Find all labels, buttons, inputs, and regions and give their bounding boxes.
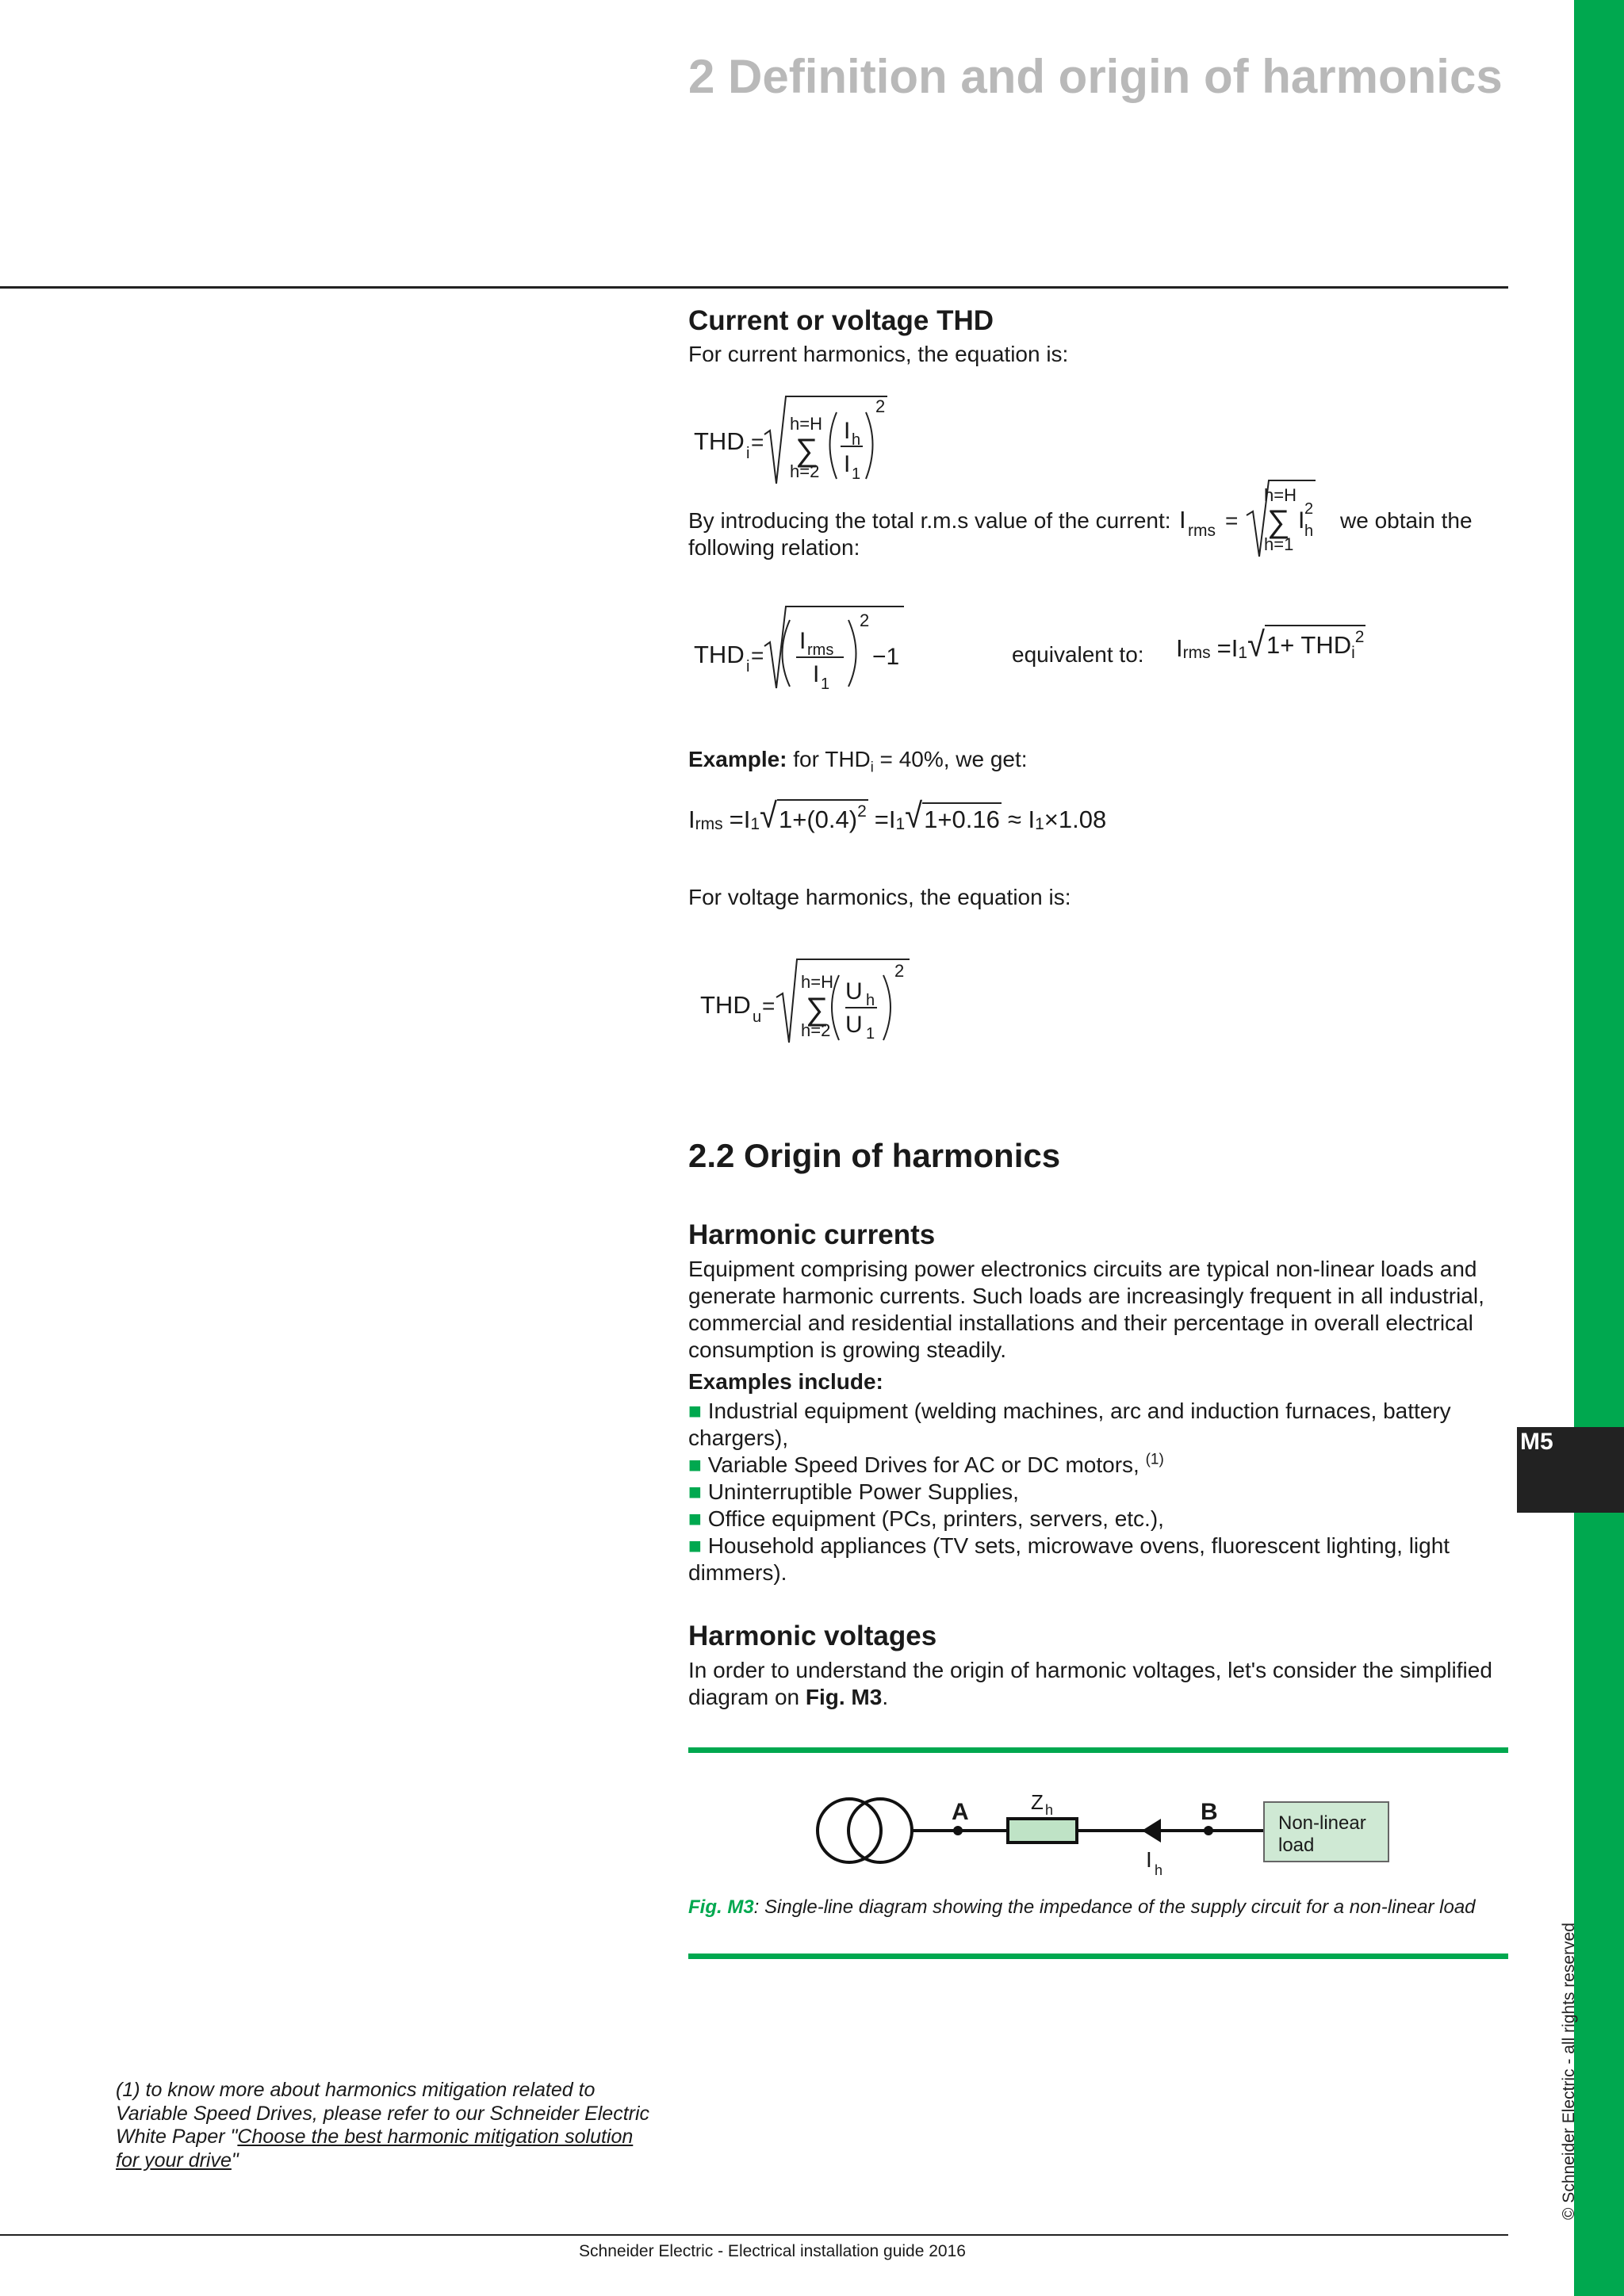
math-sub: rms: [695, 815, 723, 833]
impedance-box: [1008, 1819, 1077, 1843]
examples-label: Examples include:: [688, 1369, 883, 1394]
math-part: ×1.08: [1044, 806, 1107, 833]
math-sub: rms: [1188, 522, 1216, 540]
list-item: [688, 1506, 1505, 1533]
rms-tail: we obtain the: [1340, 508, 1473, 533]
figure-bottom-rule: [688, 1954, 1508, 1959]
footnote: [116, 2079, 655, 2172]
page-footer: Schneider Electric - Electrical installation guide 2016: [579, 2242, 966, 2260]
math-sub: rms: [807, 641, 834, 659]
sqrt-icon: √: [905, 796, 923, 836]
math-eq: =: [762, 993, 776, 1018]
math-sub: 1: [895, 815, 906, 833]
math-sub: u: [753, 1008, 762, 1026]
current-arrow-icon: [1142, 1819, 1161, 1843]
load-label: load: [1278, 1835, 1315, 1856]
math-sub: h: [1304, 522, 1314, 540]
list-item-text: Uninterruptible Power Supplies,: [707, 1479, 1019, 1504]
caption-text: : Single-line diagram showing the impedance of the supply circuit for a non-linear load: [753, 1896, 1476, 1918]
label-i: I: [1146, 1847, 1152, 1872]
math-part: 1+(0.4): [778, 806, 858, 833]
copyright: © Schneider Electric - all rights reserved: [1560, 1923, 1578, 2220]
figure-caption: [688, 1896, 1508, 1919]
math-sub: 1: [821, 675, 830, 693]
math-sub: 1: [750, 815, 760, 833]
footnote-text: (1) to know more about harmonics mitigation related to Variable Speed Drives, please refer to our Schneider Electric White Paper ": [116, 2079, 650, 2148]
list-item-text: Industrial equipment (welding machines, arc and induction furnaces, battery chargers),: [688, 1399, 1451, 1450]
label-b: B: [1201, 1799, 1218, 1825]
math-i: I: [844, 451, 851, 477]
figure-ref: Fig. M3: [805, 1685, 883, 1709]
math-thd: THD: [694, 427, 745, 455]
footnote-ref: (1): [1145, 1451, 1164, 1468]
math-sub: 1: [852, 465, 861, 483]
list-item-text: Household appliances (TV sets, microwave ovens, fluorescent lighting, light dimmers).: [688, 1533, 1450, 1585]
thd-intro: For current harmonics, the equation is:: [688, 342, 1069, 366]
equivalent-label: equivalent to:: [1012, 642, 1144, 667]
footnote-end: ": [231, 2149, 239, 2172]
figure-top-rule: [688, 1747, 1508, 1753]
math-u: U: [845, 1012, 863, 1038]
sqrt-icon: √: [760, 796, 777, 836]
math-sub: i: [746, 445, 750, 462]
sqrt-icon: √: [1247, 625, 1265, 664]
example-label: Example:: [688, 747, 787, 771]
example-sub: i: [870, 759, 874, 775]
math-part: =I: [1216, 634, 1239, 662]
currents-text: Equipment comprising power electronics circuits are typical non-linear loads and generate harmonic currents. Such loads are increasingly frequent in all industrial, commercial and residential installations and their percentage in overall electrical consumption is growing steadily.: [688, 1257, 1484, 1362]
label-a: A: [952, 1799, 969, 1825]
footer-rule: [0, 2234, 1508, 2236]
sum-icon: ∑: [1267, 504, 1290, 539]
math-i: I: [844, 418, 851, 444]
origin-heading: 2.2 Origin of harmonics: [688, 1137, 1061, 1174]
math-sub: i: [746, 658, 750, 675]
voltage-intro: For voltage harmonics, the equation is:: [688, 885, 1071, 909]
math-sup: 2: [1304, 500, 1314, 518]
math-part: −1: [872, 644, 900, 670]
label-z: Z: [1031, 1790, 1044, 1814]
math-i: I: [799, 628, 806, 654]
math-thd: THD: [700, 991, 751, 1019]
list-item: [688, 1452, 1505, 1479]
origin-section: [688, 1137, 1508, 1711]
math-sup: 2: [894, 961, 905, 981]
math-sup: 2: [860, 610, 870, 630]
footnote-link[interactable]: Choose the best harmonic mitigation solution for your drive: [116, 2126, 634, 2172]
math-i: I: [688, 806, 695, 833]
sum-upper: h=H: [1264, 485, 1297, 505]
list-item: [688, 1398, 1505, 1452]
chapter-title: 2 Definition and origin of harmonics: [688, 50, 1503, 103]
currents-heading: Harmonic currents: [688, 1219, 936, 1250]
paren-close: [848, 620, 856, 687]
rms-intro: By introducing the total r.m.s value of the current:: [688, 508, 1171, 533]
paren-close: [866, 412, 873, 479]
math-sub: 1: [1238, 644, 1248, 662]
sum-lower: h=1: [1264, 534, 1294, 554]
math-eq: =: [751, 430, 764, 454]
sum-upper: h=H: [801, 972, 833, 992]
math-sub: 1: [1035, 815, 1044, 833]
voltages-text-part: .: [882, 1685, 889, 1709]
label-z-sub: h: [1045, 1802, 1054, 1818]
math-i: I: [813, 661, 820, 687]
label-i-sub: h: [1155, 1862, 1163, 1878]
sum-upper: h=H: [790, 414, 822, 434]
math-part: ≈ I: [1007, 806, 1036, 833]
math-i: I: [1176, 634, 1183, 662]
list-item: [688, 1479, 1505, 1506]
example-text-2: = 40%, we get:: [873, 747, 1028, 771]
bullet-square-icon: ■: [688, 1479, 708, 1504]
bullet-square-icon: ■: [688, 1533, 708, 1558]
sum-icon: ∑: [795, 433, 818, 468]
math-part: 1+ THD: [1266, 631, 1352, 659]
math-u: U: [845, 978, 863, 1004]
load-label: Non-linear: [1278, 1812, 1366, 1834]
math-sub: h: [866, 992, 875, 1009]
rms-line2: following relation:: [688, 535, 860, 560]
math-sub: rms: [1182, 644, 1211, 662]
single-line-diagram: [818, 1790, 1388, 1878]
sum-lower: h=2: [801, 1020, 831, 1040]
example-text: for THD: [787, 747, 871, 771]
examples-list: [688, 1398, 1508, 1586]
thd-heading: Current or voltage THD: [688, 305, 994, 336]
math-thd: THD: [694, 641, 745, 668]
list-item: [688, 1533, 1505, 1586]
node-b: [1204, 1826, 1213, 1835]
math-i: I: [1298, 507, 1305, 534]
sum-lower: h=2: [790, 461, 820, 481]
radicand: 1+0.16: [922, 802, 1002, 834]
voltages-text-part: In order to understand the origin of harmonic voltages, let's consider the simplified diagram on: [688, 1658, 1492, 1709]
node-a: [953, 1826, 963, 1835]
math-sub: i: [1351, 644, 1355, 662]
paren-close: [883, 975, 891, 1040]
section-tab-label: M5: [1520, 1429, 1553, 1455]
bullet-square-icon: ■: [688, 1452, 708, 1477]
math-eq: =: [1225, 508, 1239, 533]
bullet-square-icon: ■: [688, 1399, 708, 1423]
math-sup: 2: [1354, 628, 1365, 646]
math-sub: h: [852, 431, 861, 449]
list-item-text: Variable Speed Drives for AC or DC motors,: [707, 1452, 1146, 1477]
caption-label: Fig. M3: [688, 1896, 754, 1918]
voltages-text: [688, 1657, 1505, 1711]
math-sup: 2: [875, 396, 886, 416]
sum-icon: ∑: [806, 992, 829, 1027]
paren-open: [830, 412, 837, 479]
math-sub: 1: [866, 1025, 875, 1043]
math-sup: 2: [857, 802, 867, 821]
list-item-text: Office equipment (PCs, printers, servers, etc.),: [707, 1506, 1164, 1531]
math-i: I: [1179, 506, 1186, 534]
math-part: =I: [874, 806, 896, 833]
math-part: =I: [729, 806, 751, 833]
math-eq: =: [751, 643, 764, 668]
bullet-square-icon: ■: [688, 1506, 708, 1531]
voltages-heading: Harmonic voltages: [688, 1621, 937, 1651]
